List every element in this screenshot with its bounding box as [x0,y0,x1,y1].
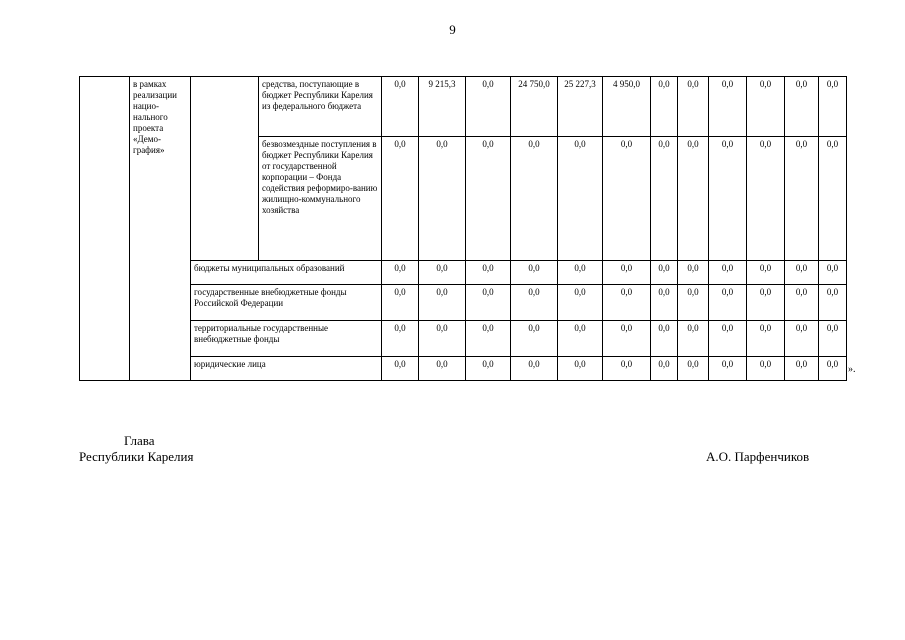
value-cell: 0,0 [511,285,558,321]
value-cell: 0,0 [651,137,678,261]
value-cell: 0,0 [466,77,511,137]
value-cell: 0,0 [785,285,819,321]
value-cell: 0,0 [419,137,466,261]
value-cell: 0,0 [785,77,819,137]
value-cell: 0,0 [709,137,747,261]
value-cell: 0,0 [709,321,747,357]
value-cell: 0,0 [511,261,558,285]
value-cell: 0,0 [419,357,466,381]
value-cell: 0,0 [747,137,785,261]
value-cell: 0,0 [603,285,651,321]
value-cell: 0,0 [558,321,603,357]
budget-table [79,76,847,381]
page-number: 9 [449,22,456,37]
value-cell: 4 950,0 [603,77,651,137]
value-cell: 0,0 [651,285,678,321]
value-cell: 0,0 [678,285,709,321]
value-cell: 0,0 [382,77,419,137]
value-cell: 0,0 [603,321,651,357]
project-label-cell: в рамках реализации нацио-нального проекта «Демо-графия» [130,77,191,381]
value-cell: 0,0 [651,261,678,285]
table-row [80,321,847,357]
value-cell: 0,0 [819,285,847,321]
value-cell: 0,0 [709,261,747,285]
value-cell: 0,0 [678,321,709,357]
value-cell: 0,0 [603,261,651,285]
value-cell: 0,0 [466,321,511,357]
signature-organization: Республики Карелия [79,449,194,464]
value-cell: 0,0 [466,357,511,381]
table-row [80,357,847,381]
value-cell: 0,0 [382,321,419,357]
value-cell: 0,0 [466,261,511,285]
value-cell: 0,0 [558,357,603,381]
value-cell: 0,0 [709,285,747,321]
value-cell: 0,0 [819,357,847,381]
value-cell: 0,0 [651,321,678,357]
value-cell: 0,0 [382,357,419,381]
value-cell: 0,0 [466,137,511,261]
value-cell: 0,0 [511,357,558,381]
value-cell: 0,0 [747,77,785,137]
value-cell: 0,0 [678,137,709,261]
table-row [80,261,847,285]
funding-source-label: безвозмездные поступления в бюджет Республики Карелия от государственной корпорации – Фонда содействия реформиро-ванию жилищно-коммунального хозяйства [259,137,382,261]
value-cell: 0,0 [747,285,785,321]
funding-source-label: юридические лица [191,357,382,381]
value-cell: 0,0 [709,77,747,137]
table-row [80,77,847,137]
funding-source-label: государственные внебюджетные фонды Российской Федерации [191,285,382,321]
value-cell: 0,0 [785,321,819,357]
table-row [80,285,847,321]
value-cell: 0,0 [819,261,847,285]
value-cell: 0,0 [419,261,466,285]
value-cell: 0,0 [678,77,709,137]
value-cell: 0,0 [419,285,466,321]
value-cell: 0,0 [819,137,847,261]
value-cell: 0,0 [651,357,678,381]
value-cell: 24 750,0 [511,77,558,137]
value-cell: 0,0 [558,285,603,321]
value-cell: 0,0 [785,261,819,285]
value-cell: 0,0 [382,261,419,285]
value-cell: 0,0 [603,137,651,261]
value-cell: 0,0 [651,77,678,137]
blank-source-cell [191,77,259,261]
value-cell: 0,0 [419,321,466,357]
blank-number-cell [80,77,130,381]
funding-source-label: средства, поступающие в бюджет Республики Карелия из федерального бюджета [259,77,382,137]
value-cell: 0,0 [819,77,847,137]
value-cell: 25 227,3 [558,77,603,137]
value-cell: 0,0 [558,137,603,261]
value-cell: 0,0 [785,137,819,261]
table-body [80,77,847,381]
value-cell: 9 215,3 [419,77,466,137]
funding-source-label: бюджеты муниципальных образований [191,261,382,285]
closing-quote-mark: ». [848,364,856,375]
value-cell: 0,0 [558,261,603,285]
value-cell: 0,0 [819,321,847,357]
value-cell: 0,0 [466,285,511,321]
value-cell: 0,0 [678,261,709,285]
value-cell: 0,0 [747,261,785,285]
value-cell: 0,0 [511,137,558,261]
value-cell: 0,0 [785,357,819,381]
signature-title: Глава [124,433,155,448]
value-cell: 0,0 [747,321,785,357]
value-cell: 0,0 [511,321,558,357]
funding-source-label: территориальные государственные внебюджетные фонды [191,321,382,357]
value-cell: 0,0 [678,357,709,381]
value-cell: 0,0 [382,285,419,321]
signature-name: А.О. Парфенчиков [706,449,810,464]
value-cell: 0,0 [382,137,419,261]
value-cell: 0,0 [603,357,651,381]
value-cell: 0,0 [709,357,747,381]
value-cell: 0,0 [747,357,785,381]
